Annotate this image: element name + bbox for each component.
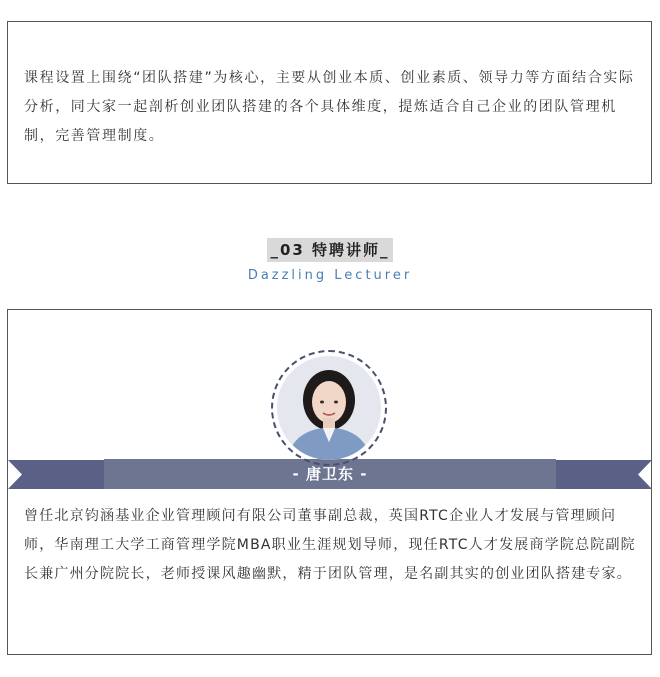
lecturer-name: - 唐卫东 - xyxy=(292,465,368,483)
section-header xyxy=(0,238,660,283)
portrait-photo-icon xyxy=(277,356,381,460)
lecturer-bio: 曾任北京钧涵基业企业管理顾问有限公司董事副总裁，英国RTC企业人才发展与管理顾问师，华南理工大学工商管理学院MBA职业生涯规划导师，现任RTC人才发展商学院总院副院长兼广州分院院长，老师授课风趣幽默，精于团队管理，是名副其实的创业团队搭建专家。 xyxy=(24,508,636,582)
course-description-text: 课程设置上围绕“团队搭建”为核心，主要从创业本质、创业素质、领导力等方面结合实际分析，同大家一起剖析创业团队搭建的各个具体维度，提炼适合自己企业的团队管理机制，完善管理制度。 xyxy=(24,70,635,144)
course-description-box xyxy=(7,21,652,184)
ribbon-left-tail xyxy=(8,460,104,489)
avatar xyxy=(277,356,381,460)
ribbon-right-tail xyxy=(556,460,652,489)
section-title: _03 特聘讲师_ xyxy=(267,238,392,262)
section-subtitle: Dazzling Lecturer xyxy=(247,268,413,283)
